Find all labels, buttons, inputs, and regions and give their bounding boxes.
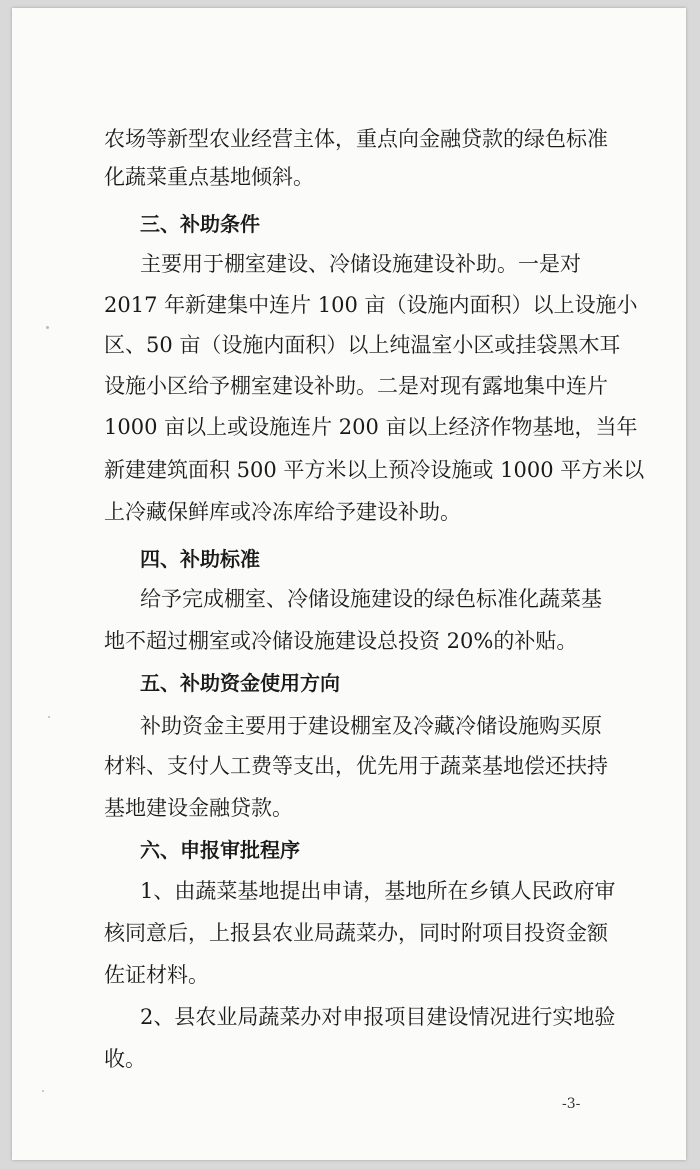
scan-speck	[42, 1090, 44, 1092]
text-line: 上冷藏保鲜库或冷冻库给予建设补助。	[104, 500, 461, 524]
page-number: -3-	[562, 1096, 581, 1112]
section-heading: 五、补助资金使用方向	[140, 671, 340, 695]
scan-speck	[48, 716, 50, 718]
text-line: 设施小区给予棚室建设补助。二是对现有露地集中连片	[104, 374, 608, 398]
text-line: 1、由蔬菜基地提出申请，基地所在乡镇人民政府审	[140, 879, 616, 903]
document-page	[12, 8, 686, 1160]
text-line: 核同意后，上报县农业局蔬菜办，同时附项目投资金额	[104, 921, 608, 945]
text-line: 1000 亩以上或设施连片 200 亩以上经济作物基地，当年	[104, 415, 638, 439]
text-line: 收。	[104, 1047, 146, 1071]
text-line: 2、县农业局蔬菜办对申报项目建设情况进行实地验	[140, 1005, 616, 1029]
text-line: 佐证材料。	[104, 963, 209, 987]
text-line: 材料、支付人工费等支出，优先用于蔬菜基地偿还扶持	[104, 754, 608, 778]
section-heading: 四、补助标准	[140, 547, 260, 571]
text-line: 地不超过棚室或冷储设施建设总投资 20%的补贴。	[104, 629, 578, 653]
text-line: 补助资金主要用于建设棚室及冷藏冷储设施购买原	[140, 714, 602, 738]
text-line: 区、50 亩（设施内面积）以上纯温室小区或挂袋黑木耳	[104, 333, 621, 357]
scan-speck	[46, 326, 49, 329]
text-line: 新建建筑面积 500 平方米以上预冷设施或 1000 平方米以	[104, 458, 645, 482]
text-line: 主要用于棚室建设、冷储设施建设补助。一是对	[140, 252, 581, 276]
section-heading: 六、申报审批程序	[140, 838, 300, 862]
text-line: 农场等新型农业经营主体，重点向金融贷款的绿色标准	[104, 127, 608, 151]
text-line: 基地建设金融贷款。	[104, 796, 293, 820]
text-line: 给予完成棚室、冷储设施建设的绿色标准化蔬菜基	[140, 587, 602, 611]
section-heading: 三、补助条件	[140, 212, 260, 236]
text-line: 化蔬菜重点基地倾斜。	[104, 165, 314, 189]
text-line: 2017 年新建集中连片 100 亩（设施内面积）以上设施小	[104, 293, 638, 317]
